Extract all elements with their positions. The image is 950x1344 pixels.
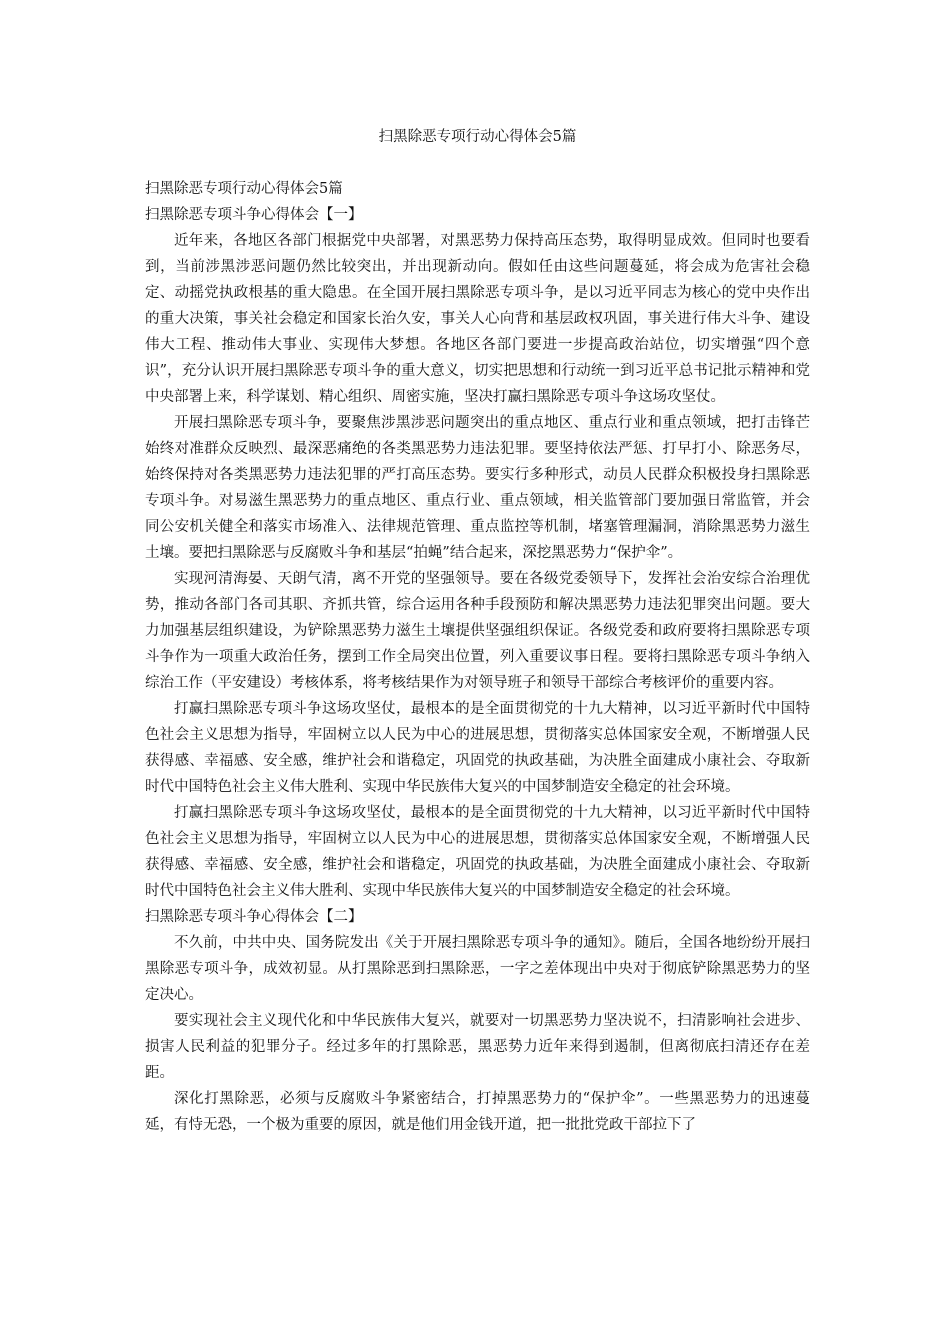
- document-body: [145, 176, 810, 1138]
- paragraph: 打赢扫黑除恶专项斗争这场攻坚仗，最根本的是全面贯彻党的十九大精神，以习近平新时代中国特色社会主义思想为指导，牢固树立以人民为中心的进展思想，贯彻落实总体国家安全观，不断增强人民获得感、幸福感、安全感，维护社会和谐稳定，巩固党的执政基础，为决胜全面建成小康社会、夺取新时代中国特色社会主义伟大胜利、实现中华民族伟大复兴的中国梦制造安全稳定的社会环境。: [145, 805, 810, 899]
- paragraph: 要实现社会主义现代化和中华民族伟大复兴，就要对一切黑恶势力坚决说不，扫清影响社会进步、损害人民利益的犯罪分子。经过多年的打黑除恶，黑恶势力近年来得到遏制，但离彻底扫清还存在差距。: [145, 1013, 810, 1081]
- document-subtitle: 扫黑除恶专项行动心得体会5篇: [145, 181, 343, 197]
- paragraph: 深化打黑除恶，必须与反腐败斗争紧密结合，打掉黑恶势力的“保护伞”。一些黑恶势力的迅速蔓延，有恃无恐，一个极为重要的原因，就是他们用金钱开道，把一批批党政干部拉下了: [145, 1091, 810, 1133]
- paragraph: 开展扫黑除恶专项斗争，要聚焦涉黑涉恶问题突出的重点地区、重点行业和重点领域，把打击锋芒始终对准群众反映烈、最深恶痛绝的各类黑恶势力违法犯罪。要坚持依法严惩、打早打小、除恶务尽，始终保持对各类黑恶势力违法犯罪的严打高压态势。要实行多种形式，动员人民群众积极投身扫黑除恶专项斗争。对易滋生黑恶势力的重点地区、重点行业、重点领域，相关监管部门要加强日常监管，并会同公安机关健全和落实市场准入、法律规范管理、重点监控等机制，堵塞管理漏洞，消除黑恶势力滋生土壤。要把扫黑除恶与反腐败斗争和基层“拍蝇”结合起来，深挖黑恶势力“保护伞”。: [145, 415, 810, 561]
- document-page: [145, 0, 810, 1138]
- document-title: 扫黑除恶专项行动心得体会5篇: [378, 129, 577, 145]
- paragraph: 打赢扫黑除恶专项斗争这场攻坚仗，最根本的是全面贯彻党的十九大精神，以习近平新时代中国特色社会主义思想为指导，牢固树立以人民为中心的进展思想，贯彻落实总体国家安全观，不断增强人民获得感、幸福感、安全感，维护社会和谐稳定，巩固党的执政基础，为决胜全面建成小康社会、夺取新时代中国特色社会主义伟大胜利、实现中华民族伟大复兴的中国梦制造安全稳定的社会环境。: [145, 701, 810, 795]
- section-heading-1: 扫黑除恶专项斗争心得体会【一】: [145, 207, 363, 223]
- paragraph: 近年来，各地区各部门根据党中央部署，对黑恶势力保持高压态势，取得明显成效。但同时也要看到，当前涉黑涉恶问题仍然比较突出，并出现新动向。假如任由这些问题蔓延，将会成为危害社会稳定、动摇党执政根基的重大隐患。在全国开展扫黑除恶专项斗争，是以习近平同志为核心的党中央作出的重大决策，事关社会稳定和国家长治久安，事关人心向背和基层政权巩固，事关进行伟大斗争、建设伟大工程、推动伟大事业、实现伟大梦想。各地区各部门要进一步提高政治站位，切实增强“四个意识”，充分认识开展扫黑除恶专项斗争的重大意义，切实把思想和行动统一到习近平总书记批示精神和党中央部署上来，科学谋划、精心组织、周密实施，坚决打赢扫黑除恶专项斗争这场攻坚仗。: [145, 233, 810, 405]
- paragraph: 实现河清海晏、天朗气清，离不开党的坚强领导。要在各级党委领导下，发挥社会治安综合治理优势，推动各部门各司其职、齐抓共管，综合运用各种手段预防和解决黑恶势力违法犯罪突出问题。要大力加强基层组织建设，为铲除黑恶势力滋生土壤提供坚强组织保证。各级党委和政府要将扫黑除恶专项斗争作为一项重大政治任务，摆到工作全局突出位置，列入重要议事日程。要将扫黑除恶专项斗争纳入综治工作（平安建设）考核体系，将考核结果作为对领导班子和领导干部综合考核评价的重要内容。: [145, 571, 810, 691]
- paragraph: 不久前，中共中央、国务院发出《关于开展扫黑除恶专项斗争的通知》。随后，全国各地纷纷开展扫黑除恶专项斗争，成效初显。从打黑除恶到扫黑除恶，一字之差体现出中央对于彻底铲除黑恶势力的坚定决心。: [145, 935, 810, 1003]
- section-heading-2: 扫黑除恶专项斗争心得体会【二】: [145, 909, 363, 925]
